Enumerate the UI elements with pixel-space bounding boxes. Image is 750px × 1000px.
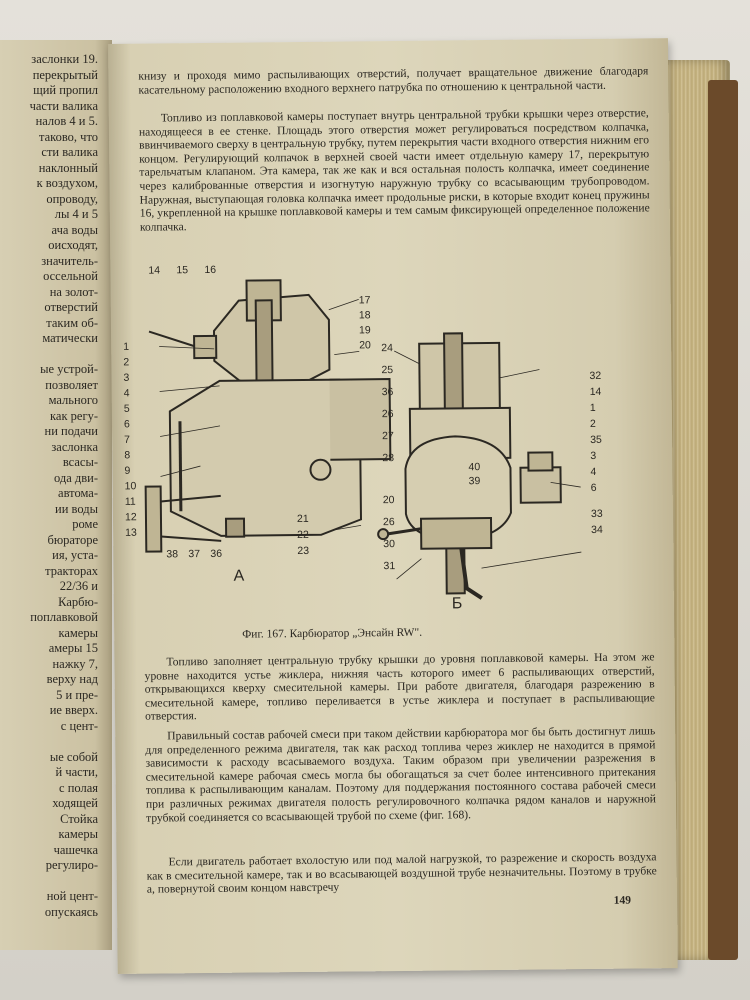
callout-label: 38 (166, 548, 179, 561)
callout-label: 3 (590, 449, 597, 462)
left-page-line: матически (42, 331, 98, 345)
paragraph-bottom-3: Если двигатель работает вхолостую или под малой нагрузкой, то разрежение и скорость воздуха как в смесительной камере, так и во всасывающей воздушной трубе незначительны. Поэтому в трубке а, повернутой своим концом навстречу (146, 850, 657, 896)
left-page-line: заслонка (51, 439, 98, 454)
left-page-line: значитель- (41, 253, 98, 268)
left-page-line: наклонный (38, 160, 98, 175)
page-number: 149 (613, 894, 632, 907)
left-page-line: 5 и пре- (56, 687, 98, 702)
callout-label: 14 (589, 385, 602, 398)
left-page-line: ной цент- (46, 889, 98, 903)
callout-label: 37 (188, 548, 201, 561)
left-page-line: перекрытый (32, 67, 98, 82)
left-page-line: всасы- (62, 455, 98, 469)
left-page-line: щий пропил (33, 83, 98, 97)
paragraph-top-2: Топливо из поплавковой камеры поступает внутрь центральной трубки крышки через отверстие, находящееся в ее стенке. Площадь этого отверстия может регулироваться посредством колпачка, ввинчиваемого сверху в центральную трубку, путем перекрытия части входного отверстия нижним его концом. Регулирующий колпачок в верхней своей части имеет отдельную камеру 17, перекрытую тарельчатым клапаном. Эта камера, так же как и вся остальная полость колпачка, имеет соединение через калиброванные отверстия и изогнутую наружную трубку со всасывающим трубопроводом. Наружная, выступающая головка колпачка имеет продольные риски, в которые входит конец пружины 16, укрепленной на крышке поплавковой камеры и тем самым фиксирующей определенное положение колпачка. (138, 106, 650, 234)
view-a-drawing (143, 279, 394, 552)
callout-label: 39 (468, 475, 481, 488)
left-page-line: отверстий (44, 300, 98, 314)
callout-label: 8 (124, 449, 131, 462)
left-page-line: регулиро- (45, 858, 98, 872)
callout-label: 15 (176, 264, 189, 277)
paragraph-top-1: книзу и проходя мимо распыливающих отверстий, получает вращательное движение благодаря касательному расположению входного верхнего патрубка по отношению к центральной части. (138, 64, 649, 97)
carburetor-diagram (118, 257, 622, 622)
left-page-line: ода дви- (53, 470, 98, 485)
callout-label: 25 (381, 364, 394, 377)
callout-label: 4 (123, 387, 130, 400)
right-page (108, 38, 678, 974)
left-page-line: тракторах (45, 563, 98, 578)
left-page-line: й части, (55, 765, 98, 779)
left-page-line: камеры (58, 625, 98, 640)
callout-label: 3 (123, 371, 130, 384)
left-page-line: сти валика (41, 145, 98, 159)
left-page-line: оисходят, (48, 238, 98, 252)
left-page-line: роме (72, 517, 98, 531)
left-page-line: нажку 7, (52, 656, 98, 671)
book-cover-edge (708, 80, 738, 960)
callout-label: 21 (296, 512, 309, 526)
callout-label: 20 (359, 339, 371, 352)
callout-label: 26 (381, 408, 394, 421)
callout-label: 36 (381, 386, 394, 399)
left-page-line: таким об- (46, 315, 98, 330)
paragraph-bottom-2: Правильный состав рабочей смеси при таком действии карбюратора мог бы быть достигнут лишь для определенного режима двигателя, так как расход топлива через жиклер не находится в прямой зависимости к расходу всасываемого воздуха. Таким образом при увеличении разрежения в смесительной камере рабочая смесь могла бы обогащаться за счет более интенсивного притекания топлива к распыливающим каналам. Поэтому для поддержания постоянного состава рабочей смеси при различных режимах двигателя полость регулировочного колпачка рядом каналов и наружной трубкой соединяется со всасывающей трубой по схеме (фиг. 168). (145, 724, 657, 825)
left-page-line: поплавковой (30, 610, 98, 624)
callout-label: 34 (591, 523, 603, 536)
left-page-line: к воздухом, (36, 176, 98, 190)
callout-label: 9 (124, 464, 131, 477)
callout-label: 6 (123, 418, 130, 431)
left-page-line: бюраторе (47, 532, 98, 547)
callout-label: 20 (382, 494, 395, 507)
callout-label: 18 (358, 309, 371, 322)
callout-label: 2 (589, 417, 596, 430)
callout-label: 22 (297, 528, 309, 542)
callout-label: 1 (123, 340, 130, 353)
left-page-line: ие вверх. (49, 703, 98, 717)
callout-label: 10 (124, 480, 137, 493)
callout-label: 4 (590, 465, 597, 478)
view-b-label: Б (451, 595, 463, 613)
callout-label: 30 (383, 538, 396, 551)
view-a-label: А (233, 567, 245, 585)
carburetor-figure (118, 257, 622, 622)
callout-label: 14 (148, 264, 161, 277)
left-page-line: как регу- (50, 408, 98, 423)
left-page-line: опускаясь (44, 904, 98, 919)
left-page-line: автома- (58, 486, 98, 500)
callout-label: 35 (590, 433, 602, 446)
left-page-line: Стойка (60, 811, 98, 826)
left-page-line: таково, что (38, 129, 98, 144)
callout-label: 36 (210, 547, 223, 560)
callout-label: 24 (381, 342, 393, 355)
callout-label: 26 (382, 516, 395, 529)
left-page-line: налов 4 и 5. (35, 114, 98, 128)
left-page-line: ача воды (51, 222, 98, 237)
left-page-line: верху над (46, 672, 98, 686)
callout-label: 27 (382, 430, 394, 443)
left-page-line: ые устрой- (40, 362, 98, 376)
left-page-line: чашечка (53, 842, 98, 857)
callout-label: 16 (204, 263, 217, 277)
left-page-line: ия, уста- (52, 548, 98, 562)
left-page-line: лы 4 и 5 (54, 207, 98, 221)
left-page-line: части валика (29, 98, 98, 113)
left-page-line: ии воды (55, 501, 98, 516)
callout-label: 32 (589, 369, 602, 382)
callout-label: 33 (590, 507, 603, 520)
left-page (0, 40, 112, 950)
callout-label: 5 (123, 402, 130, 415)
left-page-line: ни подачи (44, 424, 98, 438)
callout-label: 7 (124, 433, 131, 446)
left-page-line: ые собой (49, 749, 98, 764)
left-page-line: амеры 15 (48, 641, 98, 655)
left-page-line: Карбю- (58, 594, 98, 609)
left-page-line: позволяет (45, 377, 98, 392)
left-page-line: мального (48, 393, 98, 407)
left-page-line: с полая (59, 780, 98, 795)
callout-label: 28 (382, 452, 395, 465)
left-page-line: оссельной (43, 269, 98, 283)
callout-label: 23 (297, 544, 310, 558)
callout-label: 1 (589, 401, 596, 414)
callout-label: 40 (468, 461, 481, 474)
left-page-line: камеры (58, 827, 98, 841)
left-page-line: на золот- (49, 284, 98, 299)
callout-label: 11 (124, 495, 136, 508)
left-page-line: ходящей (52, 796, 98, 810)
callout-label: 17 (358, 294, 371, 307)
callout-label: 6 (590, 481, 597, 494)
callout-label: 19 (358, 324, 371, 337)
callout-label: 31 (383, 560, 396, 573)
left-page-line: 22/36 и (59, 579, 98, 593)
left-page-line: заслонки 19. (31, 52, 98, 66)
callout-label: 13 (125, 526, 137, 539)
figure-caption: Фиг. 167. Карбюратор „Энсайн RW". (242, 626, 423, 641)
paragraph-bottom-1: Топливо заполняет центральную трубку крышки до уровня поплавковой камеры. На этом же уровне находится устье жиклера, нижняя часть которого имеет 6 распыливающих отверстий, открывающихся кверху смесительной камеры. При работе двигателя, благодаря разрежению в смесительной камере, топливо переливается в устье жиклера и поступает в распыливающие отверстия. (144, 650, 655, 724)
left-page-line: с цент- (60, 718, 98, 733)
callout-label: 12 (124, 511, 137, 524)
left-page-line: опроводу, (46, 191, 98, 206)
callout-label: 2 (123, 356, 130, 369)
